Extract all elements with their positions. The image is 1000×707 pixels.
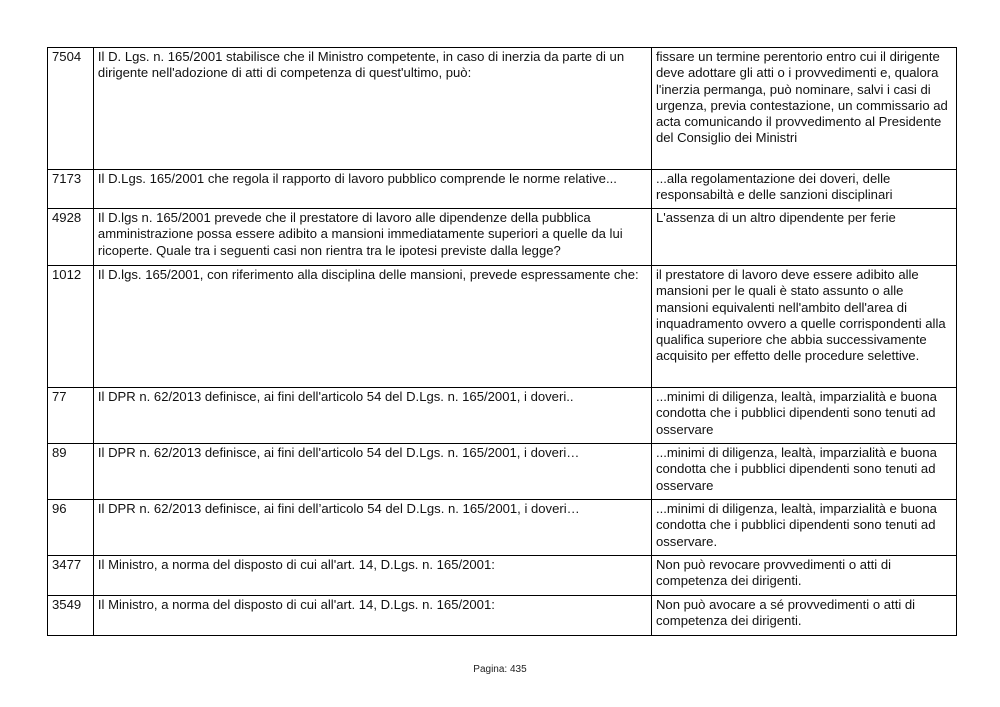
table-row xyxy=(48,596,957,636)
question-id: 3477 xyxy=(48,556,94,596)
question-text: Il D.Lgs. 165/2001 che regola il rapporto di lavoro pubblico comprende le norme relative... xyxy=(93,170,651,209)
question-id: 4928 xyxy=(48,209,94,266)
page-number: Pagina: 435 xyxy=(473,664,527,675)
table-row xyxy=(48,444,957,500)
question-id: 7504 xyxy=(48,48,94,170)
answer-text: Non può avocare a sé provvedimenti o atti di competenza dei dirigenti. xyxy=(651,596,956,636)
answer-text: ...minimi di diligenza, lealtà, imparzialità e buona condotta che i pubblici dipendenti sono tenuti ad osservare. xyxy=(651,500,956,556)
question-text: Il D. Lgs. n. 165/2001 stabilisce che il Ministro competente, in caso di inerzia da parte di un dirigente nell'adozione di atti di competenza di quest'ultimo, può: xyxy=(93,48,651,170)
table-row xyxy=(48,266,957,388)
question-text: Il Ministro, a norma del disposto di cui all'art. 14, D.Lgs. n. 165/2001: xyxy=(93,556,651,596)
question-id: 77 xyxy=(48,388,94,444)
question-text: Il DPR n. 62/2013 definisce, ai fini dell'articolo 54 del D.Lgs. n. 165/2001, i doveri.. xyxy=(93,388,651,444)
answer-text: ...alla regolamentazione dei doveri, delle responsabiltà e delle sanzioni disciplinari xyxy=(651,170,956,209)
answer-text: ...minimi di diligenza, lealtà, imparzialità e buona condotta che i pubblici dipendenti sono tenuti ad osservare xyxy=(651,388,956,444)
question-id: 7173 xyxy=(48,170,94,209)
question-id: 89 xyxy=(48,444,94,500)
question-id: 3549 xyxy=(48,596,94,636)
table-row xyxy=(48,556,957,596)
table-row xyxy=(48,500,957,556)
table-row xyxy=(48,170,957,209)
answer-text: il prestatore di lavoro deve essere adibito alle mansioni per le quali è stato assunto o alle mansioni equivalenti nell'ambito dell'area di inquadramento ovvero a quelle corrispondenti alla qualifica superiore che abbia successivamente acquisito per effetto delle procedure selettive. xyxy=(651,266,956,388)
question-text: Il Ministro, a norma del disposto di cui all'art. 14, D.Lgs. n. 165/2001: xyxy=(93,596,651,636)
question-text: Il DPR n. 62/2013 definisce, ai fini dell'articolo 54 del D.Lgs. n. 165/2001, i doveri… xyxy=(93,444,651,500)
question-id: 1012 xyxy=(48,266,94,388)
table-row xyxy=(48,388,957,444)
answer-text: ...minimi di diligenza, lealtà, imparzialità e buona condotta che i pubblici dipendenti sono tenuti ad osservare xyxy=(651,444,956,500)
question-text: Il DPR n. 62/2013 definisce, ai fini dell’articolo 54 del D.Lgs. n. 165/2001, i doveri… xyxy=(93,500,651,556)
answer-text: fissare un termine perentorio entro cui il dirigente deve adottare gli atti o i provvedimenti e, qualora l'inerzia permanga, può nominare, salvi i casi di urgenza, previa contestazione, un commissario ad acta comunicando il provvedimento al Presidente del Consiglio dei Ministri xyxy=(651,48,956,170)
question-id: 96 xyxy=(48,500,94,556)
question-text: Il D.lgs n. 165/2001 prevede che il prestatore di lavoro alle dipendenze della pubblica amministrazione possa essere adibito a mansioni immediatamente superiori a quelle da lui ricoperte. Quale tra i seguenti casi non rientra tra le ipotesi previste dalla legge? xyxy=(93,209,651,266)
questions-table xyxy=(47,47,957,636)
answer-text: Non può revocare provvedimenti o atti di competenza dei dirigenti. xyxy=(651,556,956,596)
answer-text: L'assenza di un altro dipendente per ferie xyxy=(651,209,956,266)
question-text: Il D.lgs. 165/2001, con riferimento alla disciplina delle mansioni, prevede espressamente che: xyxy=(93,266,651,388)
table-row xyxy=(48,48,957,170)
table-row xyxy=(48,209,957,266)
